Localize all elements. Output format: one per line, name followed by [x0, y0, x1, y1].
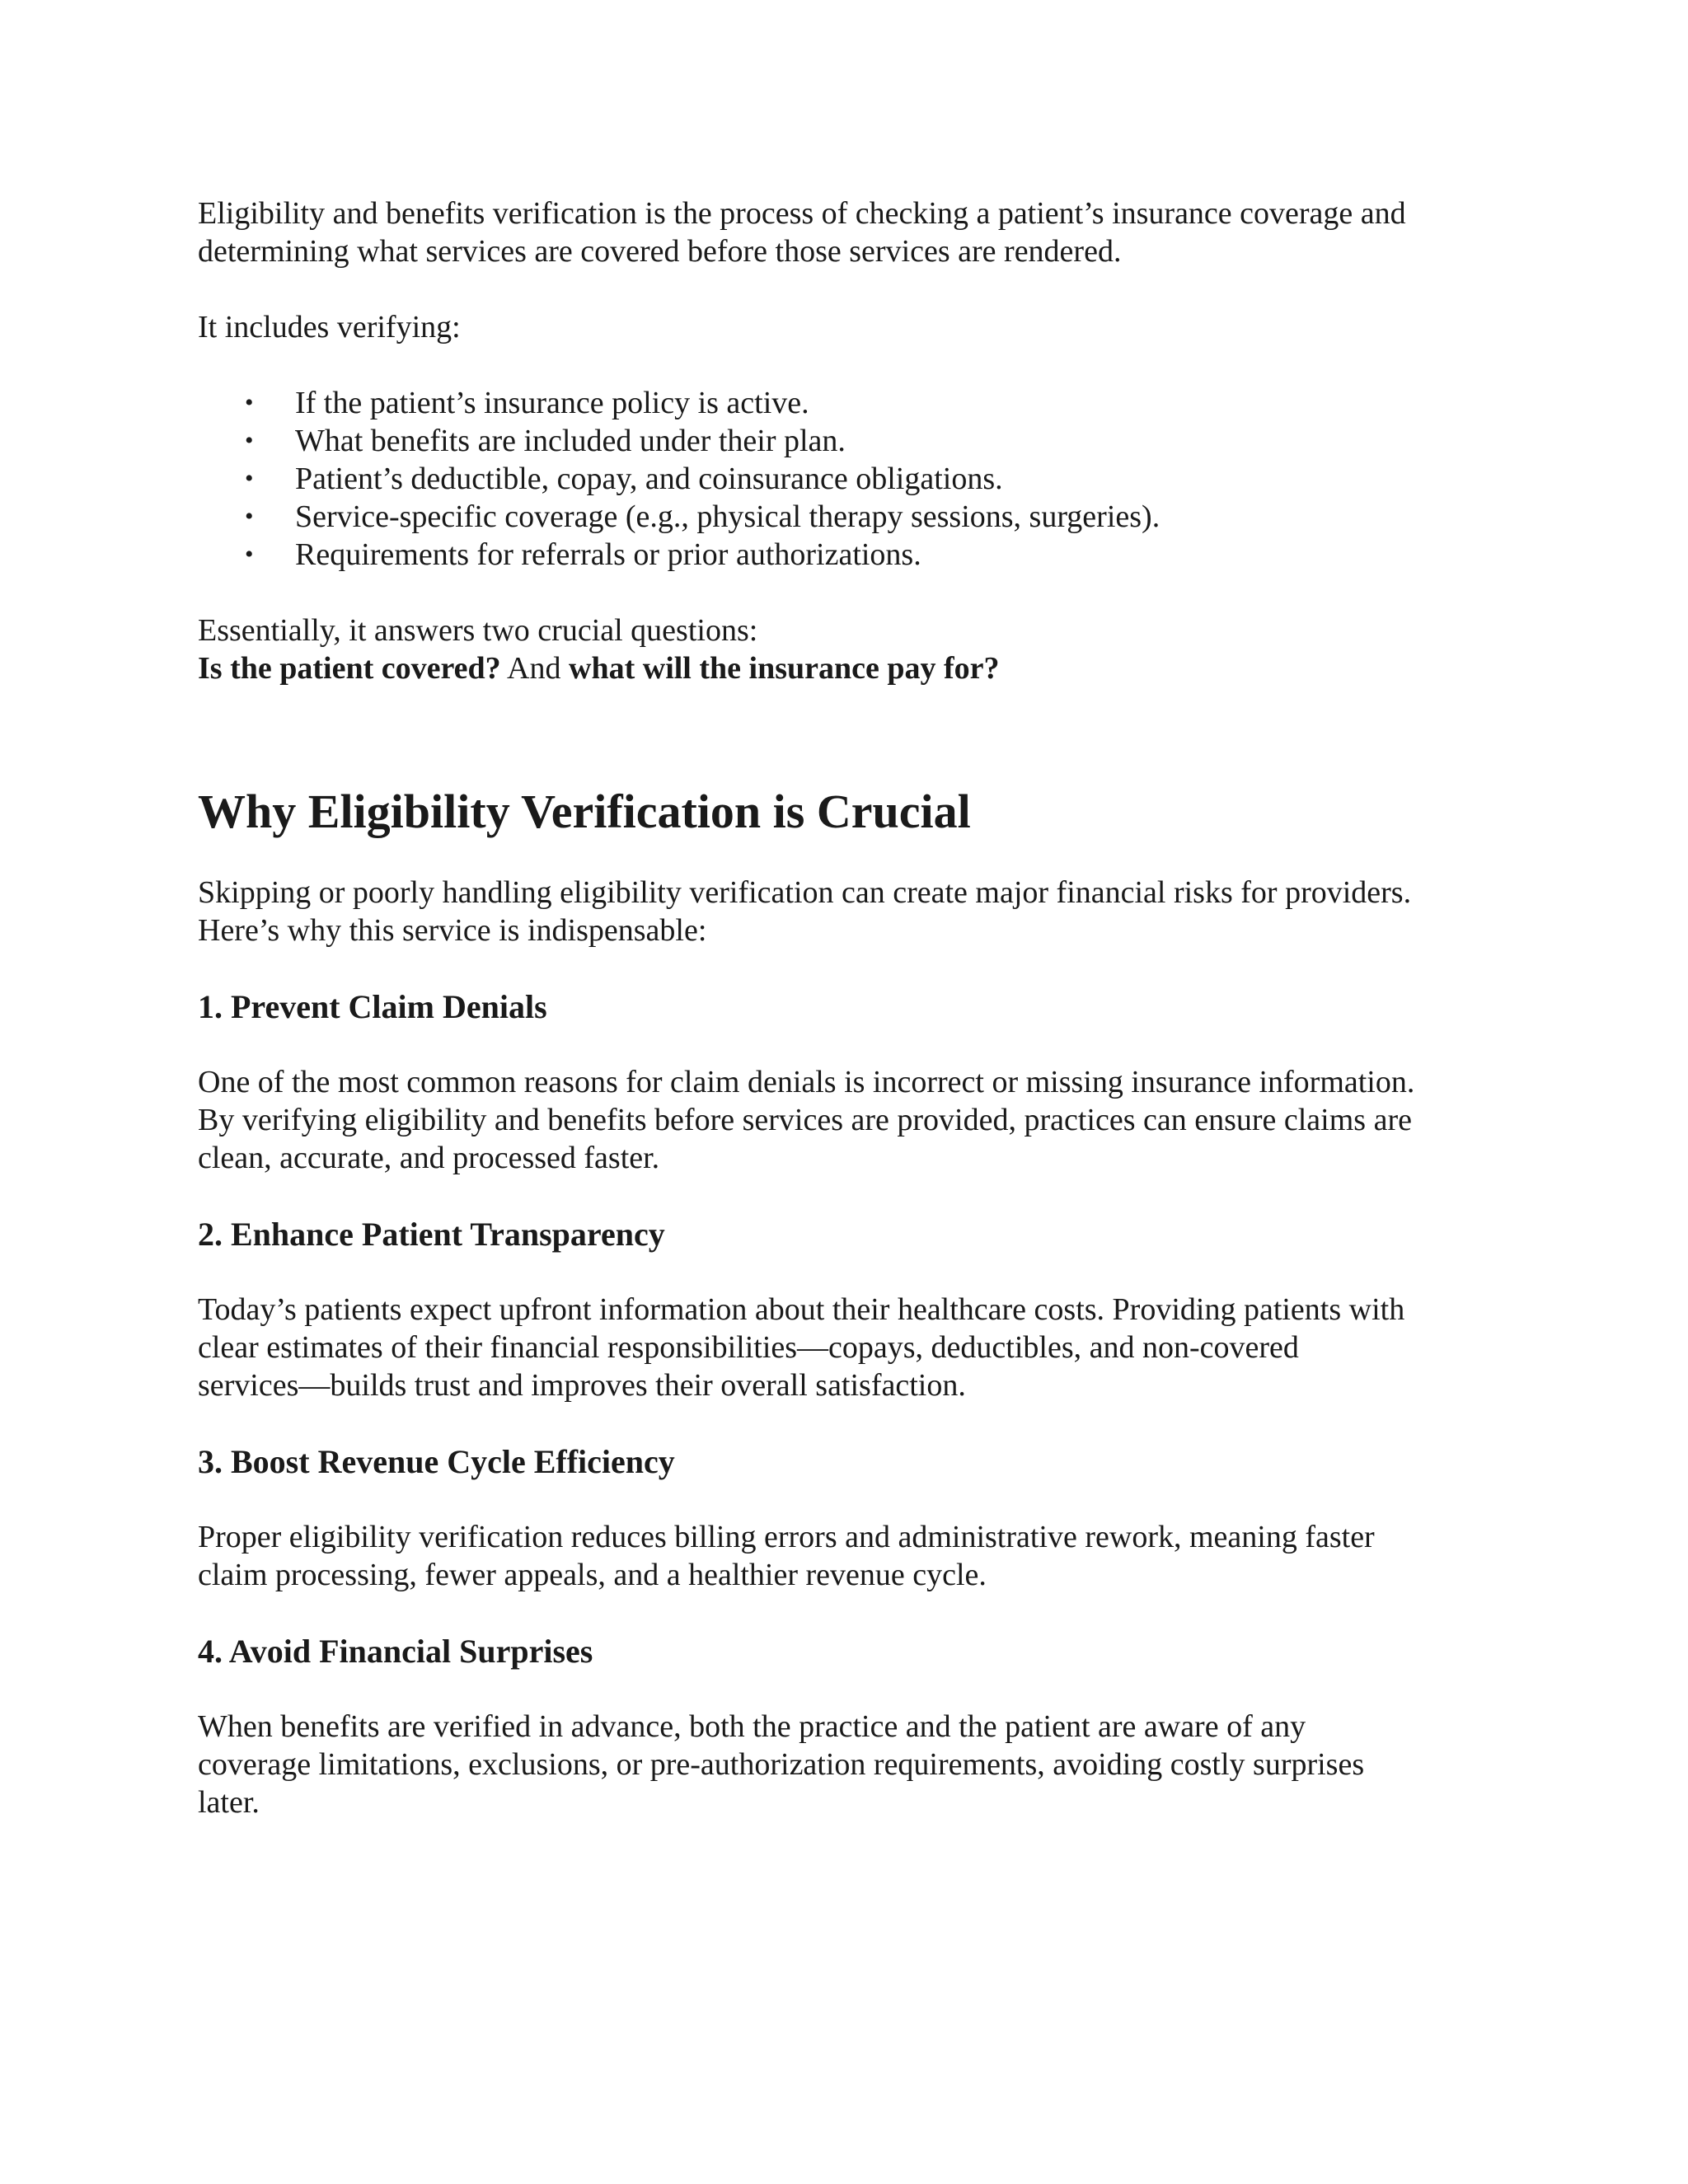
bullet-icon: •	[245, 465, 254, 492]
bullet-icon: •	[245, 427, 254, 454]
list-item-text: If the patient’s insurance policy is active.	[295, 386, 809, 420]
list-item-text: What benefits are included under their plan.	[295, 424, 846, 458]
intro-line-2: determining what services are covered before those services are rendered.	[198, 234, 1122, 269]
reason-heading-revenue-cycle: 3. Boost Revenue Cycle Efficiency	[198, 1443, 675, 1480]
bullet-icon: •	[245, 503, 254, 530]
reason-paragraph-revenue-cycle	[198, 1518, 1500, 1594]
essentially-line: Essentially, it answers two crucial questions:	[198, 613, 758, 648]
intro-line-1: Eligibility and benefits verification is the process of checking a patient’s insurance coverage and	[198, 196, 1406, 231]
paragraph-line: claim processing, fewer appeals, and a healthier revenue cycle.	[198, 1558, 987, 1592]
question-pay: what will the insurance pay for?	[569, 651, 1000, 686]
question-covered: Is the patient covered?	[198, 651, 501, 686]
reason-heading-financial-surprises: 4. Avoid Financial Surprises	[198, 1633, 593, 1670]
list-item-text: Patient’s deductible, copay, and coinsurance obligations.	[295, 462, 1003, 496]
reason-heading-transparency: 2. Enhance Patient Transparency	[198, 1216, 665, 1253]
section-heading: Why Eligibility Verification is Crucial	[198, 785, 971, 838]
section-intro-line-2: Here’s why this service is indispensable:	[198, 913, 707, 948]
paragraph-line: By verifying eligibility and benefits before services are provided, practices can ensure claims are	[198, 1103, 1412, 1137]
paragraph-line: When benefits are verified in advance, both the practice and the patient are aware of any	[198, 1709, 1306, 1744]
list-item	[198, 498, 1500, 536]
paragraph-line: clear estimates of their financial responsibilities—copays, deductibles, and non-covered	[198, 1330, 1299, 1365]
includes-label: It includes verifying:	[198, 310, 461, 344]
paragraph-line: Today’s patients expect upfront information about their healthcare costs. Providing patients with	[198, 1292, 1405, 1327]
list-item	[198, 384, 1500, 422]
paragraph-line: One of the most common reasons for claim denials is incorrect or missing insurance information.	[198, 1065, 1415, 1099]
paragraph-line: Proper eligibility verification reduces billing errors and administrative rework, meaning faster	[198, 1520, 1375, 1554]
bullet-icon: •	[245, 541, 254, 568]
list-item	[198, 460, 1500, 498]
list-item-text: Service-specific coverage (e.g., physical therapy sessions, surgeries).	[295, 499, 1160, 534]
question-connector: And	[500, 651, 570, 686]
paragraph-line: clean, accurate, and processed faster.	[198, 1141, 660, 1175]
section-intro-paragraph	[198, 874, 1500, 949]
list-item	[198, 536, 1500, 574]
paragraph-line: services—builds trust and improves their overall satisfaction.	[198, 1368, 966, 1403]
paragraph-line: later.	[198, 1785, 260, 1820]
reason-paragraph-transparency	[198, 1291, 1500, 1404]
list-item	[198, 422, 1500, 460]
reason-paragraph-prevent-denials	[198, 1063, 1500, 1177]
essentially-paragraph	[198, 612, 1500, 687]
list-item-text: Requirements for referrals or prior authorizations.	[295, 537, 921, 572]
bullet-icon: •	[245, 389, 254, 416]
paragraph-line: coverage limitations, exclusions, or pre-authorization requirements, avoiding costly surprises	[198, 1747, 1365, 1782]
document-page	[198, 186, 1500, 1821]
verify-list	[198, 384, 1500, 574]
reason-paragraph-financial-surprises	[198, 1708, 1500, 1821]
intro-paragraph	[198, 194, 1500, 270]
reason-heading-prevent-denials: 1. Prevent Claim Denials	[198, 988, 547, 1025]
section-intro-line-1: Skipping or poorly handling eligibility verification can create major financial risks for providers.	[198, 875, 1412, 910]
